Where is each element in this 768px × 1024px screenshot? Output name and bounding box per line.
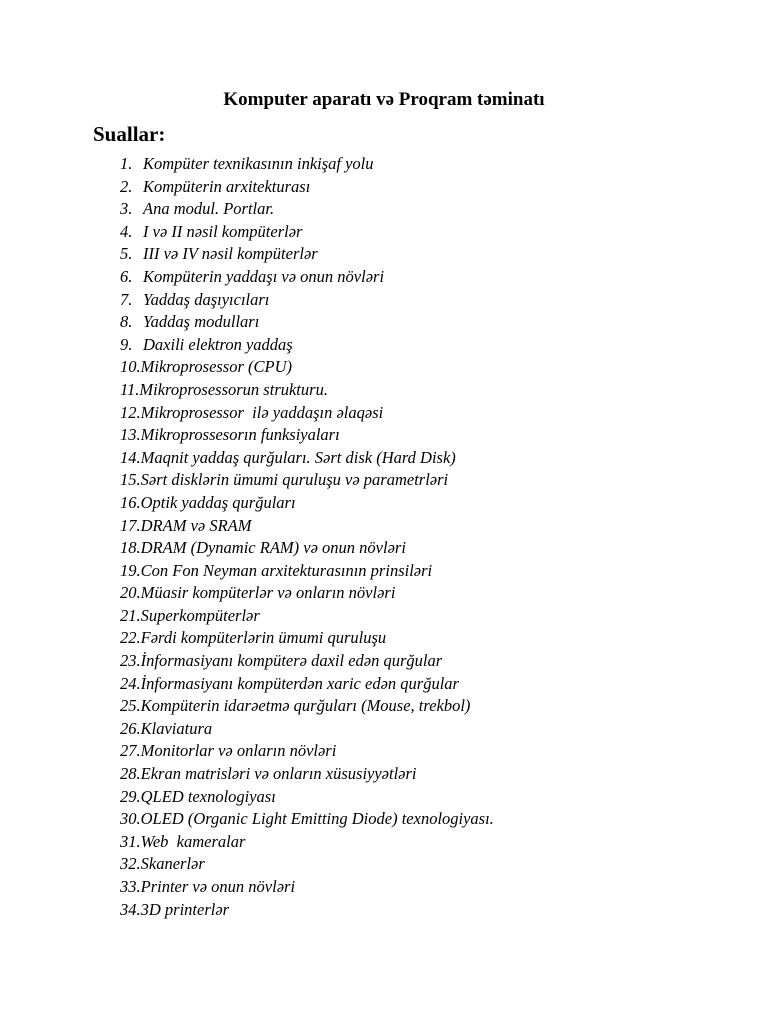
list-item-number: 24. bbox=[120, 673, 141, 693]
list-item-number: 25. bbox=[120, 696, 141, 716]
list-item bbox=[120, 695, 494, 718]
list-item-number: 13. bbox=[120, 425, 141, 445]
list-item-text: Yaddaş daşıyıcıları bbox=[143, 289, 270, 309]
list-item bbox=[120, 469, 494, 492]
list-item bbox=[120, 379, 494, 402]
list-item bbox=[120, 447, 494, 470]
list-item-text: Fərdi kompüterlərin ümumi quruluşu bbox=[140, 628, 387, 648]
list-item bbox=[120, 718, 494, 741]
list-item-number: 31. bbox=[120, 831, 141, 851]
list-item-number: 3. bbox=[120, 199, 133, 219]
list-item bbox=[120, 808, 494, 831]
list-item-text: Monitorlar və onların növləri bbox=[140, 741, 337, 761]
list-item-text: Ana modul. Portlar. bbox=[143, 199, 275, 219]
list-item-number: 4. bbox=[120, 221, 133, 241]
list-item-text: Daxili elektron yaddaş bbox=[143, 334, 293, 354]
list-item-number: 30. bbox=[120, 809, 141, 829]
list-item bbox=[120, 605, 494, 628]
list-item-text: OLED (Organic Light Emitting Diode) texnologiyası. bbox=[140, 809, 494, 829]
list-item-text: Mikroprosessor (CPU) bbox=[140, 357, 293, 377]
list-item bbox=[120, 266, 494, 289]
list-item bbox=[120, 786, 494, 809]
list-item bbox=[120, 650, 494, 673]
section-heading: Suallar: bbox=[93, 122, 166, 146]
list-item bbox=[120, 515, 494, 538]
list-item-number: 17. bbox=[120, 515, 141, 535]
list-item-text: 3D printerlər bbox=[140, 899, 230, 919]
list-item-number: 15. bbox=[120, 470, 141, 490]
list-item bbox=[120, 198, 494, 221]
list-item-text: Con Fon Neyman arxitekturasının prinsiləri bbox=[140, 560, 433, 580]
list-item bbox=[120, 356, 494, 379]
list-item-number: 1. bbox=[120, 154, 133, 173]
list-item bbox=[120, 899, 494, 922]
list-item-number: 8. bbox=[120, 312, 133, 332]
list-item bbox=[120, 673, 494, 696]
list-item bbox=[120, 334, 494, 357]
list-item bbox=[120, 289, 494, 312]
list-item-text: Kompüterin yaddaşı və onun növləri bbox=[143, 266, 385, 286]
list-item-number: 28. bbox=[120, 764, 141, 784]
list-item bbox=[120, 763, 494, 786]
list-item bbox=[120, 153, 494, 176]
list-item-text: Kompüter texnikasının inkişaf yolu bbox=[143, 154, 374, 173]
list-item-number: 5. bbox=[120, 244, 133, 264]
list-item bbox=[120, 831, 494, 854]
list-item-number: 9. bbox=[120, 334, 133, 354]
list-item-number: 7. bbox=[120, 289, 133, 309]
list-item-text: Kompüterin idarəetmə qurğuları (Mouse, trekbol) bbox=[140, 696, 471, 716]
list-item-text: Printer və onun növləri bbox=[140, 877, 296, 896]
list-item-text: İnformasiyanı kompüterdən xaric edən qurğular bbox=[140, 673, 459, 693]
list-item-text: Kompüterin arxitekturası bbox=[143, 176, 311, 196]
list-item-text: Mikroprossesorın funksiyaları bbox=[140, 425, 340, 445]
list-item bbox=[120, 560, 494, 583]
list-item-number: 20. bbox=[120, 583, 141, 603]
list-item bbox=[120, 424, 494, 447]
list-item bbox=[120, 311, 494, 334]
list-item bbox=[120, 627, 494, 650]
list-item-number: 26. bbox=[120, 718, 141, 738]
list-item bbox=[120, 402, 494, 425]
list-item-text: I və II nəsil kompüterlər bbox=[143, 221, 303, 241]
list-item-text: QLED texnologiyası bbox=[140, 786, 276, 806]
list-item bbox=[120, 537, 494, 560]
list-item-number: 32. bbox=[120, 854, 141, 874]
list-item-text: Müasir kompüterlər və onların növləri bbox=[140, 583, 396, 603]
list-item-number: 14. bbox=[120, 447, 141, 467]
list-item bbox=[120, 740, 494, 763]
list-item bbox=[120, 582, 494, 605]
list-item-text: Mikroprosessor ilə yaddaşın əlaqəsi bbox=[140, 402, 384, 422]
list-item-text: DRAM (Dynamic RAM) və onun növləri bbox=[140, 538, 406, 558]
list-item-text: Skanerlər bbox=[140, 854, 205, 874]
list-item-number: 23. bbox=[120, 651, 141, 671]
list-item-number: 27. bbox=[120, 741, 141, 761]
list-item-text: Maqnit yaddaş qurğuları. Sərt disk (Hard Disk) bbox=[140, 447, 456, 467]
list-item-number: 18. bbox=[120, 538, 141, 558]
list-item-number: 2. bbox=[120, 176, 133, 196]
list-item-text: İnformasiyanı kompüterə daxil edən qurğular bbox=[140, 651, 443, 671]
list-item-number: 21. bbox=[120, 605, 141, 625]
list-item-text: III və IV nəsil kompüterlər bbox=[143, 244, 318, 264]
list-item-number: 12. bbox=[120, 402, 141, 422]
document-title: Komputer aparatı və Proqram təminatı bbox=[223, 89, 545, 110]
list-item-number: 19. bbox=[120, 560, 141, 580]
question-list bbox=[120, 153, 494, 921]
list-item bbox=[120, 221, 494, 244]
list-item bbox=[120, 176, 494, 199]
list-item-number: 34. bbox=[120, 899, 141, 919]
list-item-number: 6. bbox=[120, 266, 133, 286]
list-item-text: Optik yaddaş qurğuları bbox=[140, 492, 296, 512]
list-item-text: Superkompüterlər bbox=[140, 605, 260, 625]
list-item-number: 10. bbox=[120, 357, 141, 377]
list-item-text: Ekran matrisləri və onların xüsusiyyətləri bbox=[140, 764, 417, 784]
list-item-text: DRAM və SRAM bbox=[140, 515, 252, 535]
list-item bbox=[120, 876, 494, 899]
list-item bbox=[120, 243, 494, 266]
list-item-text: Web kameralar bbox=[140, 831, 246, 851]
list-item-number: 29. bbox=[120, 786, 141, 806]
list-item-text: Mikroprosessorun strukturu. bbox=[139, 379, 328, 399]
list-item-text: Sərt disklərin ümumi quruluşu və parametrləri bbox=[140, 470, 449, 490]
list-item-number: 22. bbox=[120, 628, 141, 648]
list-item bbox=[120, 853, 494, 876]
list-item-text: Yaddaş modulları bbox=[143, 312, 260, 332]
list-item bbox=[120, 492, 494, 515]
list-item-number: 33. bbox=[120, 877, 141, 896]
list-item-text: Klaviatura bbox=[140, 718, 213, 738]
list-item-number: 16. bbox=[120, 492, 141, 512]
list-item-number: 11. bbox=[120, 379, 140, 399]
